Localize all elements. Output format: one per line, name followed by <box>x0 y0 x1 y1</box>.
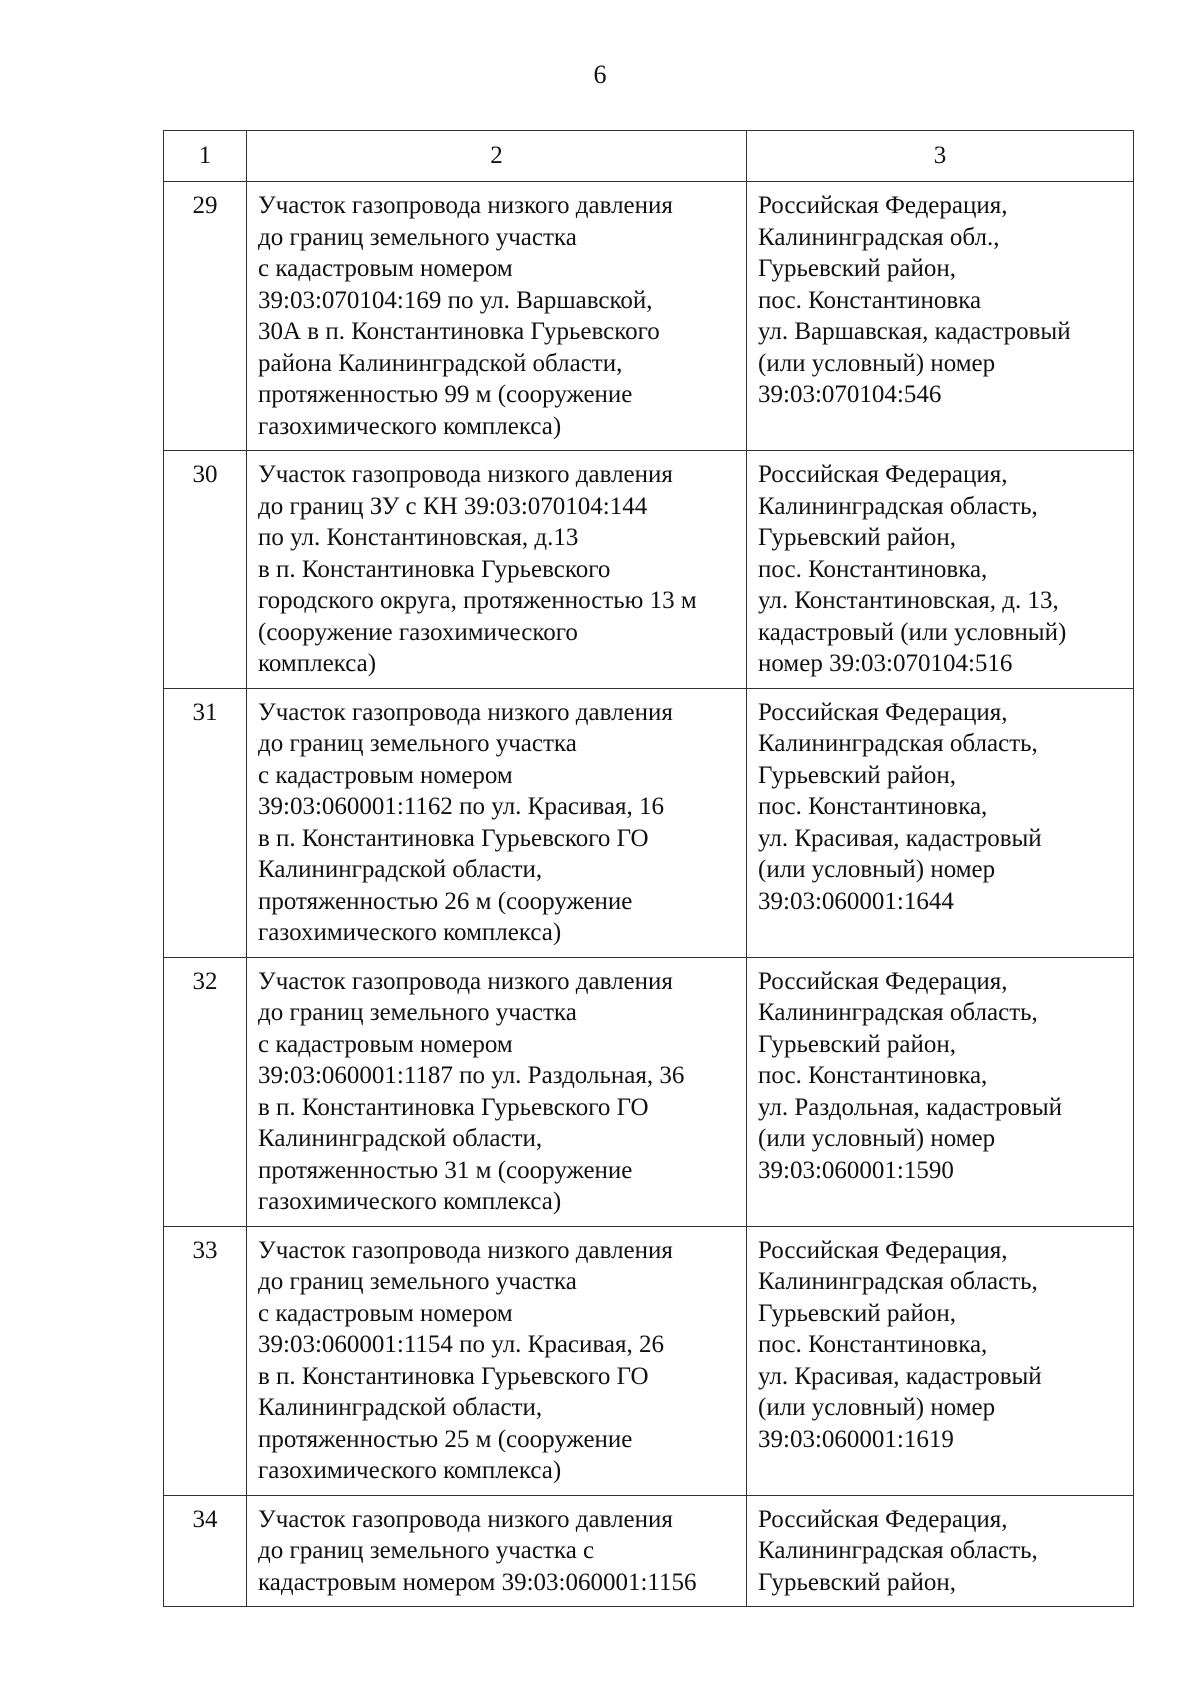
address-line: (или условный) номер <box>758 1394 996 1421</box>
objects-table <box>163 130 1134 1607</box>
description-line: до границ ЗУ с КН 39:03:070104:144 <box>258 492 648 520</box>
description-line: кадастровым номером 39:03:060001:1156 <box>258 1568 697 1596</box>
object-description <box>247 688 747 957</box>
address-line: Гурьевский район, <box>758 761 957 789</box>
description-line: до границ земельного участка с <box>258 1537 595 1564</box>
address-line: кадастровый (или условный) <box>758 618 1067 646</box>
address-line: Калининградская область, <box>758 999 1038 1026</box>
table-header-row <box>164 131 1134 182</box>
description-line: 30А в п. Константиновка Гурьевского <box>258 318 660 345</box>
table-row <box>164 957 1134 1226</box>
table-row <box>164 182 1134 451</box>
row-number: 29 <box>164 182 247 451</box>
row-number: 33 <box>164 1226 247 1495</box>
address-line: пос. Константиновка, <box>758 1331 988 1358</box>
address-line: 39:03:070104:546 <box>758 381 942 408</box>
address-line: Гурьевский район, <box>758 1030 957 1058</box>
address-line: Гурьевский район, <box>758 524 957 551</box>
description-line: газохимического комплекса) <box>258 919 562 946</box>
description-line: в п. Константиновка Гурьевского ГО <box>258 824 649 852</box>
address-line: ул. Красивая, кадастровый <box>758 1362 1042 1390</box>
address-line: Российская Федерация, <box>758 698 1008 726</box>
object-description <box>247 451 747 689</box>
column-header-description: 2 <box>247 131 747 182</box>
object-description <box>247 182 747 451</box>
address-line: Гурьевский район, <box>758 255 957 282</box>
description-line: до границ земельного участка <box>258 999 577 1026</box>
description-line: в п. Константиновка Гурьевского ГО <box>258 1362 649 1390</box>
table-body <box>164 182 1134 1607</box>
object-address <box>747 957 1134 1226</box>
description-line: в п. Константиновка Гурьевского ГО <box>258 1093 649 1121</box>
description-line: 39:03:060001:1154 по ул. Красивая, 26 <box>258 1331 664 1358</box>
table-row <box>164 688 1134 957</box>
column-header-address: 3 <box>747 131 1134 182</box>
description-line: Участок газопровода низкого давления <box>258 698 673 726</box>
description-line: района Калининградской области, <box>258 349 623 377</box>
description-line: протяженностью 99 м (сооружение <box>258 381 633 408</box>
table-row <box>164 1495 1134 1607</box>
description-line: Калининградской области, <box>258 1394 543 1421</box>
description-line: Участок газопровода низкого давления <box>258 1236 673 1264</box>
address-line: ул. Красивая, кадастровый <box>758 824 1042 852</box>
address-line: пос. Константиновка, <box>758 793 988 820</box>
address-line: ул. Раздольная, кадастровый <box>758 1093 1063 1121</box>
description-line: до границ земельного участка <box>258 223 577 251</box>
address-line: Калининградская область, <box>758 1537 1038 1564</box>
description-line: 39:03:060001:1187 по ул. Раздольная, 36 <box>258 1062 685 1089</box>
object-description <box>247 1495 747 1607</box>
object-address <box>747 182 1134 451</box>
address-line: Российская Федерация, <box>758 1236 1008 1264</box>
object-address <box>747 1226 1134 1495</box>
address-line: 39:03:060001:1619 <box>758 1425 954 1453</box>
description-line: газохимического комплекса) <box>258 412 562 440</box>
description-line: Участок газопровода низкого давления <box>258 192 673 219</box>
description-line: с кадастровым номером <box>258 1030 513 1058</box>
description-line: по ул. Константиновская, д.13 <box>258 524 579 551</box>
address-line: ул. Варшавская, кадастровый <box>758 318 1071 345</box>
address-line: пос. Константиновка, <box>758 1062 988 1089</box>
table-row <box>164 1226 1134 1495</box>
object-description <box>247 1226 747 1495</box>
row-number: 32 <box>164 957 247 1226</box>
address-line: ул. Константиновская, д. 13, <box>758 587 1059 614</box>
description-line: комплекса) <box>258 650 377 677</box>
object-address <box>747 451 1134 689</box>
description-line: Калининградской области, <box>258 1125 543 1152</box>
column-header-number: 1 <box>164 131 247 182</box>
address-line: Калининградская область, <box>758 492 1038 520</box>
address-line: (или условный) номер <box>758 856 996 883</box>
row-number: 30 <box>164 451 247 689</box>
object-description <box>247 957 747 1226</box>
address-line: Гурьевский район, <box>758 1299 957 1327</box>
address-line: 39:03:060001:1644 <box>758 887 954 915</box>
address-line: пос. Константиновка, <box>758 555 988 583</box>
object-address <box>747 688 1134 957</box>
address-line: Российская Федерация, <box>758 1505 1008 1533</box>
object-address <box>747 1495 1134 1607</box>
row-number: 31 <box>164 688 247 957</box>
description-line: протяженностью 25 м (сооружение <box>258 1425 633 1453</box>
row-number: 34 <box>164 1495 247 1607</box>
address-line: Калининградская область, <box>758 1268 1038 1295</box>
description-line: протяженностью 26 м (сооружение <box>258 887 633 915</box>
address-line: Российская Федерация, <box>758 967 1008 995</box>
address-line: 39:03:060001:1590 <box>758 1156 954 1184</box>
description-line: Участок газопровода низкого давления <box>258 967 673 995</box>
description-line: газохимического комплекса) <box>258 1457 562 1484</box>
description-line: (сооружение газохимического <box>258 618 578 646</box>
address-line: (или условный) номер <box>758 349 996 377</box>
description-line: с кадастровым номером <box>258 255 513 282</box>
description-line: с кадастровым номером <box>258 1299 513 1327</box>
address-line: Гурьевский район, <box>758 1568 957 1596</box>
address-line: пос. Константиновка <box>758 286 982 314</box>
description-line: протяженностью 31 м (сооружение <box>258 1156 633 1184</box>
description-line: с кадастровым номером <box>258 761 513 789</box>
description-line: городского округа, протяженностью 13 м <box>258 587 697 614</box>
address-line: Калининградская область, <box>758 730 1038 757</box>
description-line: 39:03:060001:1162 по ул. Красивая, 16 <box>258 793 664 820</box>
address-line: Калининградская обл., <box>758 223 1000 251</box>
address-line: (или условный) номер <box>758 1125 996 1152</box>
table-row <box>164 451 1134 689</box>
description-line: Калининградской области, <box>258 856 543 883</box>
description-line: Участок газопровода низкого давления <box>258 1505 673 1533</box>
description-line: 39:03:070104:169 по ул. Варшавской, <box>258 286 653 314</box>
address-line: номер 39:03:070104:516 <box>758 650 1013 677</box>
address-line: Российская Федерация, <box>758 192 1008 219</box>
description-line: в п. Константиновка Гурьевского <box>258 555 611 583</box>
description-line: до границ земельного участка <box>258 730 577 757</box>
page-number: 6 <box>593 60 607 89</box>
address-line: Российская Федерация, <box>758 461 1008 488</box>
description-line: до границ земельного участка <box>258 1268 577 1295</box>
description-line: газохимического комплекса) <box>258 1188 562 1215</box>
description-line: Участок газопровода низкого давления <box>258 461 673 488</box>
